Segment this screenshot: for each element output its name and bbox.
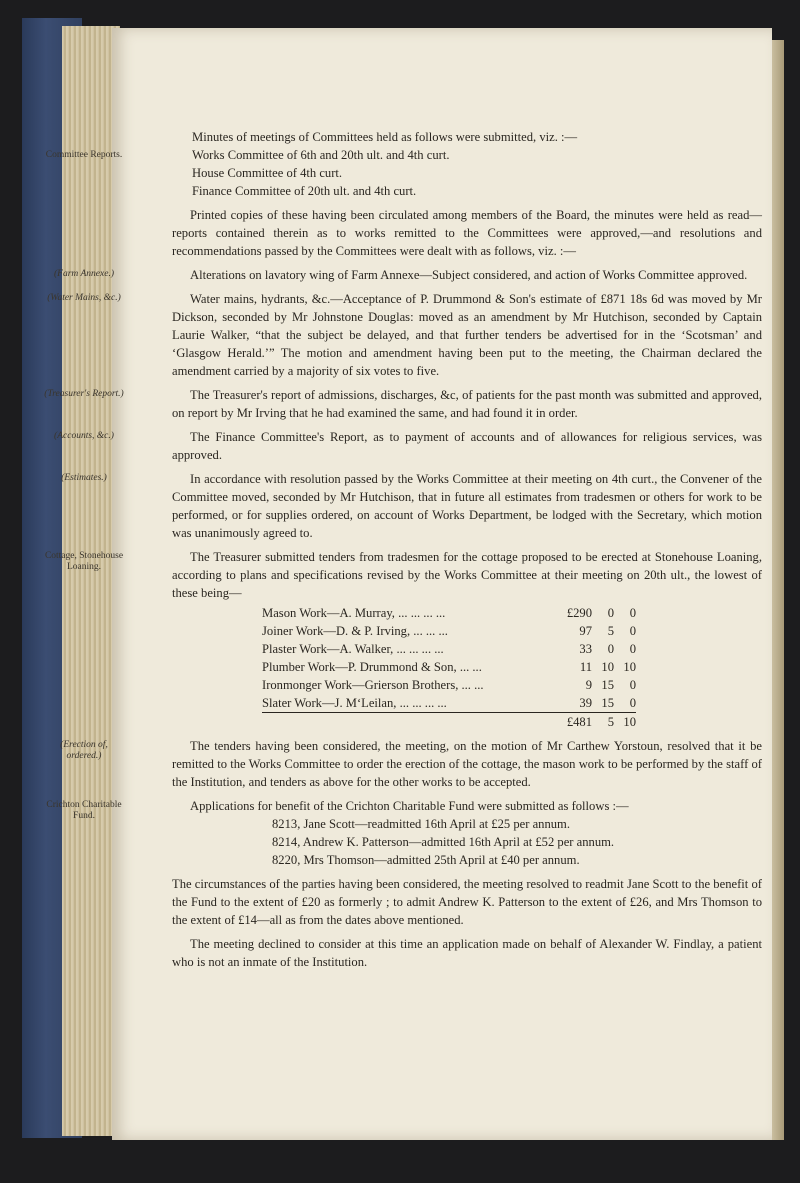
- committee-item: Finance Committee of 20th ult. and 4th curt.: [192, 184, 417, 198]
- tender-pence: 0: [629, 624, 636, 638]
- tender-pounds: 97: [579, 624, 592, 638]
- intro-line: Minutes of meetings of Committees held as follows were submitted, viz. :—: [192, 130, 578, 144]
- tender-shillings: 0: [607, 606, 614, 620]
- tender-row: [262, 676, 636, 694]
- application-item: 8214, Andrew K. Patterson—admitted 16th April at £52 per annum.: [272, 835, 615, 849]
- tender-row: [262, 658, 636, 676]
- tender-shillings: 5: [607, 624, 614, 638]
- tender-pence: 10: [623, 660, 636, 674]
- tender-pence: 0: [629, 606, 636, 620]
- margin-note-estimates: (Estimates.): [61, 473, 107, 483]
- tenders-total-row: [262, 713, 636, 732]
- committee-list: [45, 146, 762, 200]
- estimates-paragraph: In accordance with resolution passed by the Works Committee at their meeting on 4th curt., the Convener of the Committee moved, seconded by Mr Hutchison, that in future all estimates from tradesmen or others for work to be performed, or for supplies ordered, on account of Works Department, be lodged with the Secretary, which motion was unanimously agreed to.: [172, 472, 762, 540]
- tender-pence: 0: [629, 678, 636, 692]
- tender-pounds: 33: [579, 642, 592, 656]
- tender-pounds: 39: [579, 696, 592, 710]
- committee-item: Works Committee of 6th and 20th ult. and 4th curt.: [192, 148, 450, 162]
- tender-shillings: 10: [601, 660, 614, 674]
- fore-edge: [770, 40, 784, 1140]
- committee-item: House Committee of 4th curt.: [192, 166, 343, 180]
- margin-note-erection: (Erection of, ordered.): [60, 740, 108, 761]
- tender-shillings: 15: [601, 696, 614, 710]
- declined-paragraph: The meeting declined to consider at this time an application made on behalf of Alexander W. Findlay, a patient who is not an inmate of the Institution.: [172, 937, 762, 969]
- margin-note-cottage: Cottage, Stonehouse Loaning.: [44, 551, 124, 572]
- margin-note-treasurers-report: (Treasurer's Report.): [44, 389, 124, 399]
- farm-annexe-paragraph: Alterations on lavatory wing of Farm Annexe—Subject considered, and action of Works Committee approved.: [190, 268, 748, 282]
- tender-shillings: 15: [601, 678, 614, 692]
- water-mains-paragraph: Water mains, hydrants, &c.—Acceptance of P. Drummond & Son's estimate of £871 18s 6d was moved by Mr Dickson, seconded by Mr Johnstone Douglas: moved as an amendment by Mr Hutchison, seconded by Captain Laurie Walker, “that the subject be delayed, and that further tenders be advertised for in the ‘Scotsman’ and ‘Glasgow Herald.’” The motion and amendment having been put to the meeting, the Chairman declared the amendment carried by a majority of six votes to five.: [172, 292, 762, 378]
- treasurer-paragraph: The Treasurer's report of admissions, discharges, &c, of patients for the past month was submitted and approved, on report by Mr Irving that he had examined the same, and had found it in order.: [172, 388, 762, 420]
- tender-row: [262, 622, 636, 640]
- tender-row: [262, 640, 636, 658]
- total-pounds: £481: [552, 713, 592, 732]
- margin-note-farm-annexe: (Farm Annexe.): [54, 269, 114, 279]
- tender-item: Plumber Work—P. Drummond & Son, ... ...: [262, 660, 482, 674]
- tender-item: Mason Work—A. Murray, ... ... ... ...: [262, 606, 446, 620]
- tenders-table: [262, 604, 636, 731]
- tender-shillings: 0: [607, 642, 614, 656]
- accounts-paragraph: The Finance Committee's Report, as to payment of accounts and of allowances for religious services, was approved.: [172, 430, 762, 462]
- applications-list: [172, 815, 762, 869]
- application-item: 8220, Mrs Thomson—admitted 25th April at £40 per annum.: [272, 853, 580, 867]
- document-page: [44, 28, 772, 1140]
- tender-item: Ironmonger Work—Grierson Brothers, ... ...: [262, 678, 484, 692]
- total-shillings: 5: [592, 713, 614, 732]
- circumstances-paragraph: The circumstances of the parties having been considered, the meeting resolved to readmit Jane Scott to the benefit of the Fund to the extent of £20 as formerly ; to admit Andrew K. Patterson to the extent of £26, and Mrs Thomson to the extent of £14—all as from the dates above mentioned.: [172, 877, 762, 927]
- erection-paragraph: The tenders having been considered, the meeting, on the motion of Mr Carthew Yorstoun, resolved that it be remitted to the Works Committee to order the erection of the cottage, the mason work to be performed by the staff of the Institution, and tenders as above for the other works to be accepted.: [172, 739, 762, 789]
- page-content: [44, 128, 762, 971]
- margin-note-committee-reports: Committee Reports.: [45, 150, 123, 160]
- tender-item: Joiner Work—D. & P. Irving, ... ... ...: [262, 624, 448, 638]
- tender-item: Plaster Work—A. Walker, ... ... ... ...: [262, 642, 444, 656]
- margin-note-accounts: (Accounts, &c.): [54, 431, 114, 441]
- tender-pence: 0: [629, 642, 636, 656]
- margin-note-crichton-fund: Crichton Charitable Fund.: [46, 800, 122, 821]
- tender-item: Slater Work—J. M‘Leilan, ... ... ... ...: [262, 696, 447, 710]
- printed-copies-paragraph: Printed copies of these having been circulated among members of the Board, the minutes were held as read—reports contained therein as to works remitted to the Committees were approved,—and resolutions and recommendations passed by the Committees were dealt with as follows, viz. :—: [172, 208, 762, 258]
- margin-note-water-mains: (Water Mains, &c.): [47, 293, 121, 303]
- tender-pounds: 9: [585, 678, 592, 692]
- tender-pence: 0: [629, 696, 636, 710]
- crichton-intro: Applications for benefit of the Crichton Charitable Fund were submitted as follows :—: [190, 799, 629, 813]
- tender-row: [262, 694, 636, 713]
- total-pence: 10: [614, 713, 636, 732]
- cottage-paragraph: The Treasurer submitted tenders from tradesmen for the cottage proposed to be erected at Stonehouse Loaning, according to plans and specifications revised by the Works Committee at their meeting on 20th ult., the lowest of these being—: [172, 550, 762, 600]
- application-item: 8213, Jane Scott—readmitted 16th April at £25 per annum.: [272, 817, 570, 831]
- tender-pounds: 11: [579, 660, 592, 674]
- tender-pounds: £290: [566, 606, 592, 620]
- tender-row: [262, 604, 636, 622]
